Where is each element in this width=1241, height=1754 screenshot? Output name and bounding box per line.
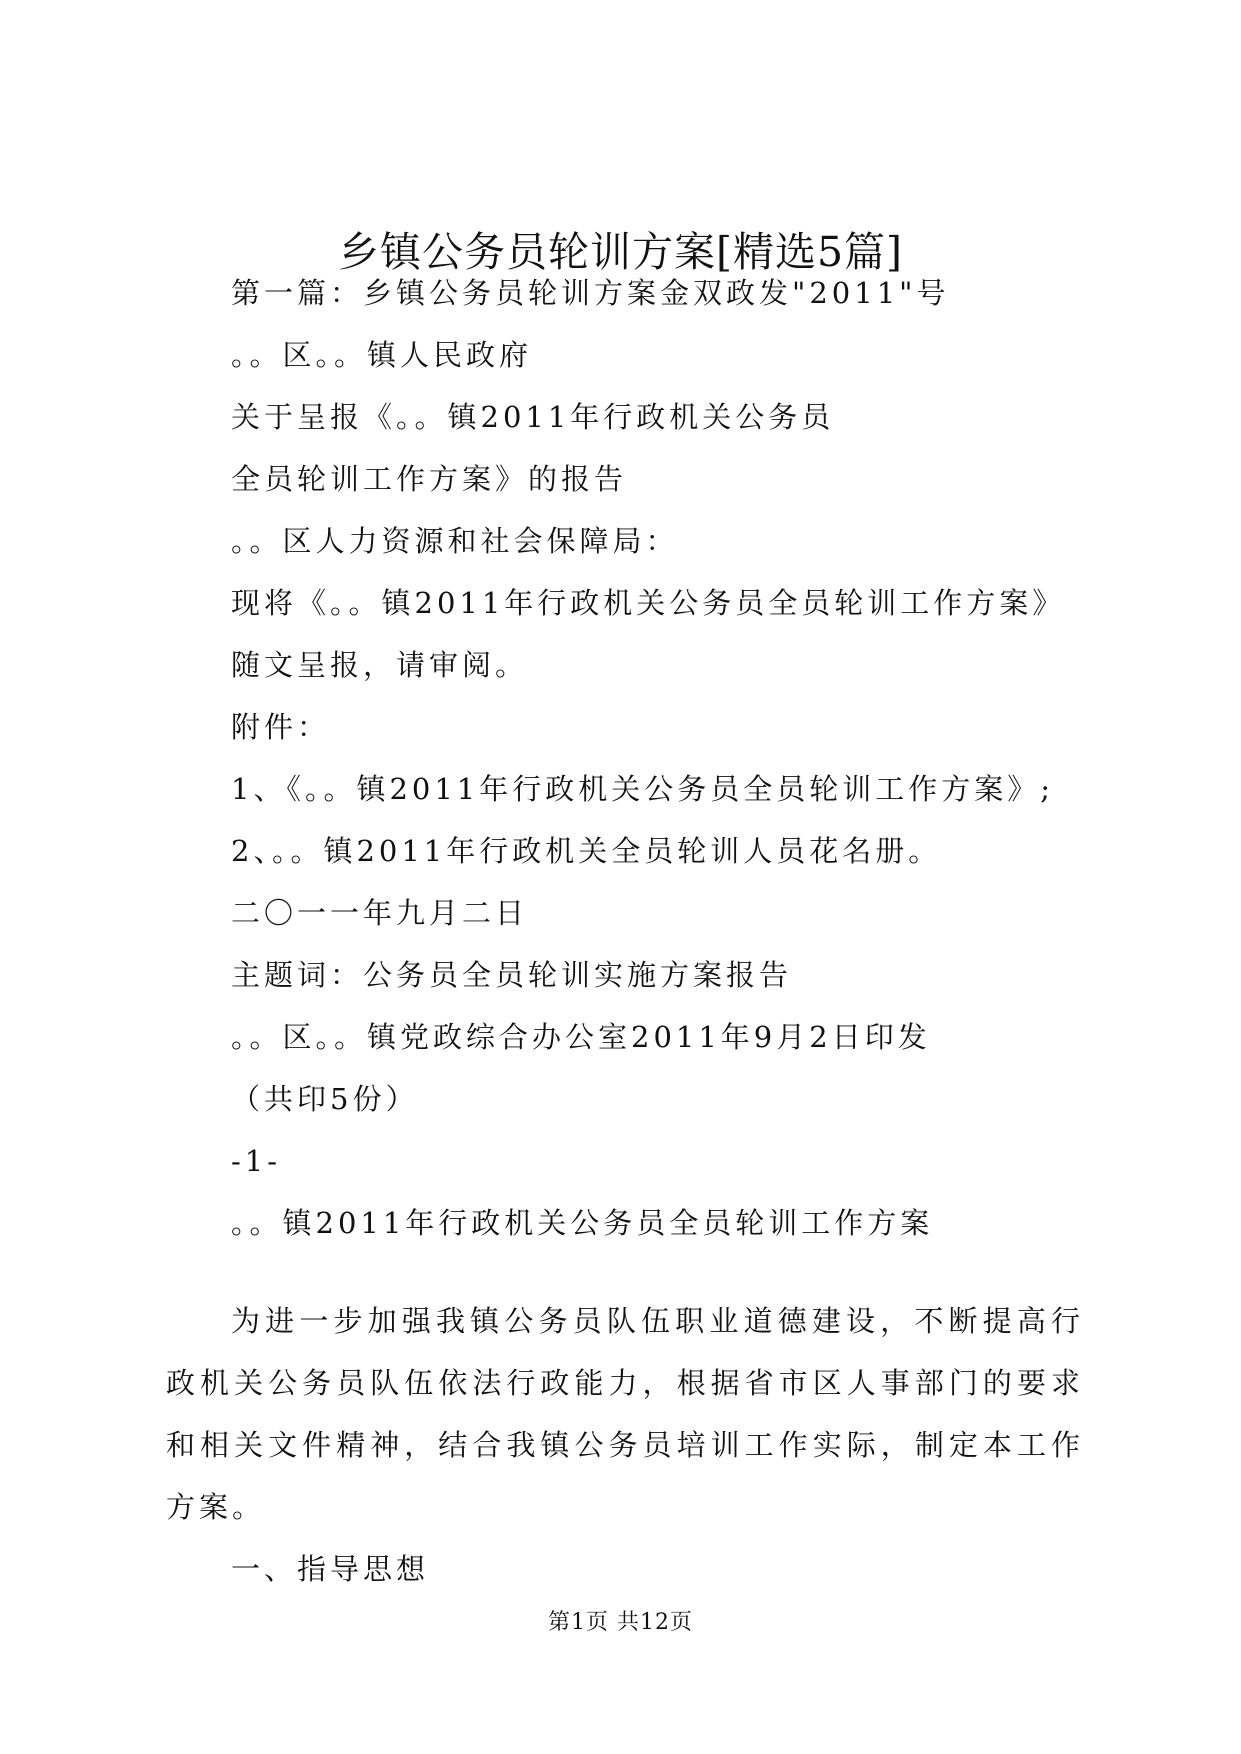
- section-heading: 一、指导思想: [231, 1552, 430, 1586]
- document-header-lines: [231, 262, 1111, 1254]
- text-line: 主题词：公务员全员轮训实施方案报告: [231, 958, 793, 992]
- text-line: 。。区。。镇党政综合办公室2011年9月2日印发: [231, 1020, 931, 1054]
- text-line: 附件：: [231, 710, 331, 744]
- text-line: 随文呈报，请审阅。: [231, 648, 529, 682]
- page-footer: 第1页 共12页: [548, 1610, 693, 1635]
- text-line: 二〇一一年九月二日: [231, 896, 529, 930]
- text-line: 第一篇：乡镇公务员轮训方案金双政发"2011"号: [231, 276, 950, 310]
- text-line: 全员轮训工作方案》的报告: [231, 462, 628, 496]
- text-line: （共印5份）: [231, 1082, 419, 1116]
- text-line: -1-: [231, 1144, 282, 1178]
- text-line: 关于呈报《。。镇2011年行政机关公务员: [231, 400, 835, 434]
- text-line: 。。区人力资源和社会保障局：: [231, 524, 679, 558]
- document-title: 乡镇公务员轮训方案[精选5篇]: [337, 228, 904, 276]
- text-line: 2、。。镇2011年行政机关全员轮训人员花名册。: [231, 834, 942, 868]
- document-body: [166, 1290, 1084, 1600]
- text-line: 。。区。。镇人民政府: [231, 338, 533, 372]
- text-line: 。。镇2011年行政机关公务员全员轮训工作方案: [231, 1206, 934, 1240]
- body-paragraph: 为进一步加强我镇公务员队伍职业道德建设，不断提高行政机关公务员队伍依法行政能力，根据省市区人事部门的要求和相关文件精神，结合我镇公务员培训工作实际，制定本工作方案。: [166, 1304, 1084, 1524]
- text-line: 1、《。。镇2011年行政机关公务员全员轮训工作方案》;: [231, 772, 1055, 806]
- text-line: 现将《。。镇2011年行政机关公务员全员轮训工作方案》: [231, 586, 1066, 620]
